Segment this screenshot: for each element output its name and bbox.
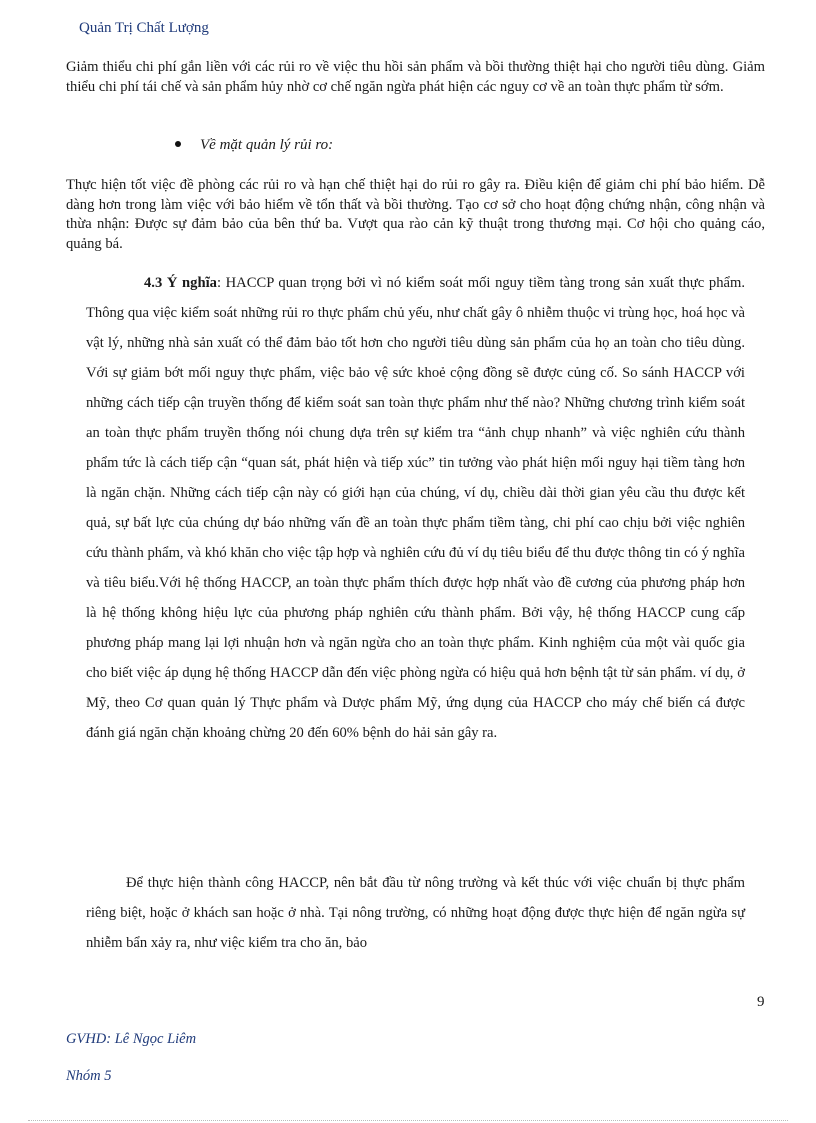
section-body: : HACCP quan trọng bởi vì nó kiểm soát mối nguy tiềm tàng trong sản xuất thực phẩm. Thông qua việc kiểm soát những rủi ro thực phẩm chủ yếu, như chất gây ô nhiễm thuộc vi trùng học, hoá học và vật lý, những nhà sản xuất có thể đảm bảo tốt hơn cho người tiêu dùng sản phẩm của họ an toàn cho tiêu dùng. Với sự giảm bớt mối nguy thực phẩm, việc bảo vệ sức khoẻ cộng đồng sẽ được củng cố. So sánh HACCP với những cách tiếp cận truyền thống để kiểm soát san toàn thực phẩm như thế nào? Những chương trình kiểm soát an toàn thực phẩm truyền thống nói chung dựa trên sự kiểm tra “ảnh chụp nhanh” và việc nghiên cứu thành phẩm tức là cách tiếp cận “quan sát, phát hiện và tiếp xúc” tin tưởng vào phát hiện mối nguy hại tiềm tàng hơn là ngăn chặn. Những cách tiếp cận này có giới hạn của chúng, ví dụ, chiều dài thời gian yêu cầu thu được kết quả, sự bất lực của chúng dự báo những vấn đề an toàn thực phẩm tiềm tàng, chi phí cao chịu bởi việc nghiên cứu thành phẩm, và khó khăn cho việc tập hợp và nghiên cứu đủ ví dụ tiêu biểu để thu được thông tin có ý nghĩa và tiêu biểu.Với hệ thống HACCP, an toàn thực phẩm thích được hợp nhất vào đề cương của phương pháp hơn là hệ thống không hiệu lực của phương pháp nghiên cứu thành phẩm. Bởi vậy, hệ thống HACCP cung cấp phương pháp mang lại lợi nhuận hơn và ngăn ngừa cho an toàn thực phẩm. Kinh nghiệm của một vài quốc gia cho biết việc áp dụng hệ thống HACCP dẫn đến việc phòng ngừa có hiệu quả hơn bệnh tật từ sản phẩm. ví dụ, ở Mỹ, theo Cơ quan quản lý Thực phẩm và Dược phẩm Mỹ, ứng dụng của HACCP cho máy chế biến cá được đánh giá ngăn chặn khoảng chừng 20 đến 60% bệnh do hải sản gây ra. [86, 275, 745, 741]
page-bottom-divider [28, 1120, 788, 1121]
bullet-icon [175, 141, 181, 147]
section-heading: 4.3 Ý nghĩa [144, 275, 217, 291]
paragraph-risk-management: Thực hiện tốt việc đề phòng các rủi ro và hạn chế thiệt hại do rủi ro gây ra. Điều kiện để giảm chi phí bảo hiểm. Dễ dàng hơn trong làm việc với bảo hiểm về tổn thất và bồi thường. Tạo cơ sở cho hoạt động chứng nhận, công nhận và thừa nhận: Được sự đảm bảo của bên thứ ba. Vượt qua rào cản kỹ thuật trong thương mại. Cơ hội cho quảng cáo, quảng bá. [66, 177, 765, 252]
footer-group: Nhóm 5 [66, 1068, 112, 1084]
running-header: Quản Trị Chất Lượng [79, 20, 209, 36]
footer-instructor: GVHD: Lê Ngọc Liêm [66, 1031, 197, 1047]
page-number: 9 [757, 994, 765, 1010]
bullet-label: Về mặt quản lý rủi ro: [200, 137, 334, 153]
paragraph-cost-reduction: Giảm thiểu chi phí gắn liền với các rủi ro về việc thu hồi sản phẩm và bồi thường thiệt hại cho người tiêu dùng. Giảm thiểu chi phí tái chế và sản phẩm hủy nhờ cơ chế ngăn ngừa phát hiện các nguy cơ về an toàn thực phẩm từ sớm. [66, 59, 765, 95]
section-significance [86, 268, 745, 748]
paragraph-implementation-text: Để thực hiện thành công HACCP, nên bắt đầu từ nông trường và kết thúc với việc chuẩn bị thực phẩm riêng biệt, hoặc ở khách san hoặc ở nhà. Tại nông trường, có những hoạt động được thực hiện để ngăn ngừa sự nhiễm bẩn xảy ra, như việc kiểm tra cho ăn, bảo [86, 875, 745, 951]
bullet-risk-management [175, 137, 333, 154]
paragraph-implementation [86, 868, 745, 958]
